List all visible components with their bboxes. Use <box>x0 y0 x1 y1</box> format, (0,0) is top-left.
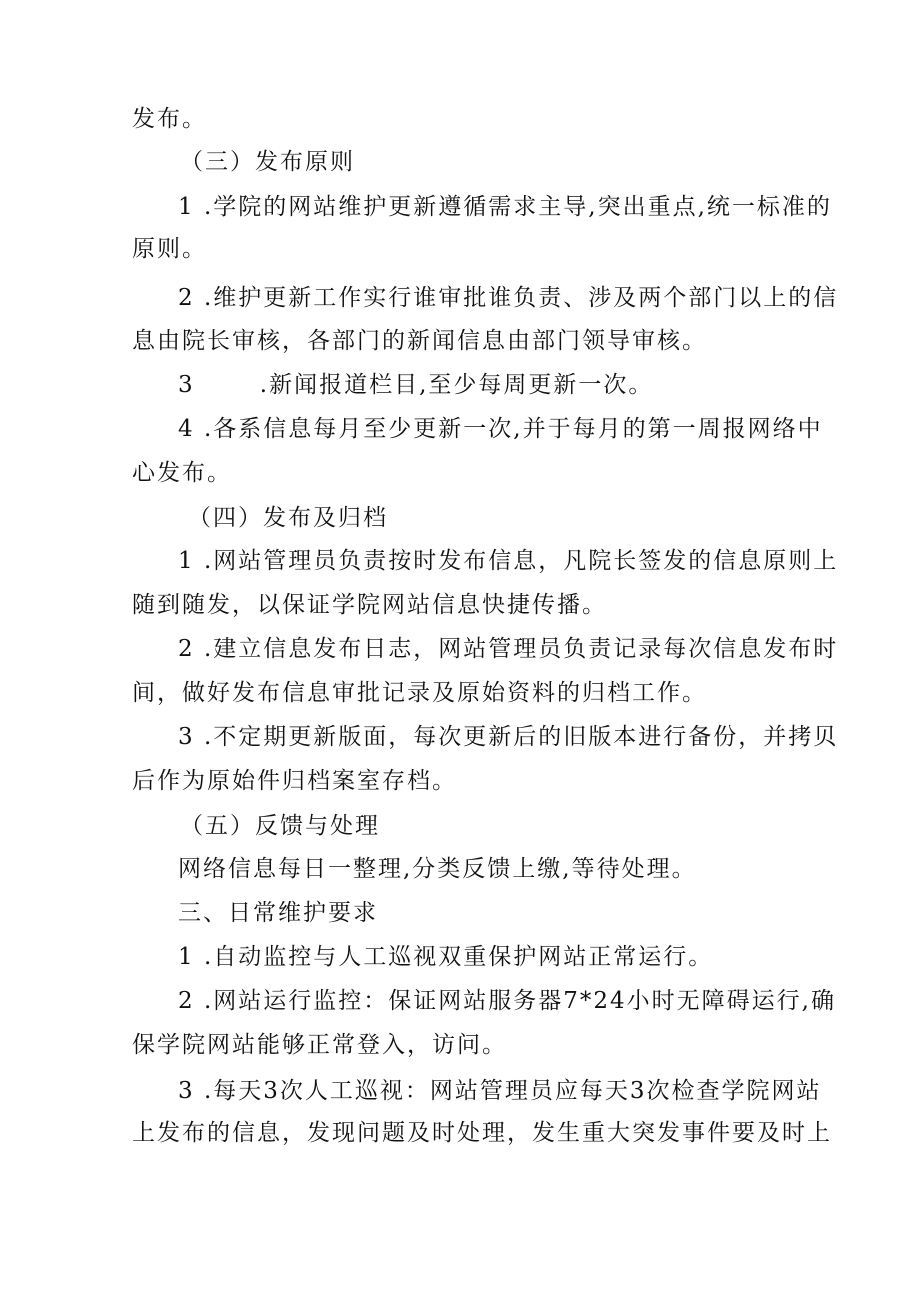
text-line: 随到随发，以保证学院网站信息快捷传播。 <box>132 592 607 618</box>
section-heading-daily-maintenance: 三、日常维护要求 <box>178 900 378 926</box>
text-line: 心发布。 <box>132 460 232 486</box>
text-line: 发布。 <box>132 106 207 132</box>
text-line: 后作为原始件归档案室存档。 <box>132 768 457 794</box>
text-line: 3 .每天3次人工巡视：网站管理员应每天3次检查学院网站 <box>178 1078 822 1104</box>
text-line: 原则。 <box>132 236 207 262</box>
text-line: 间，做好发布信息审批记录及原始资料的归档工作。 <box>132 680 707 706</box>
text-line: 息由院长审核，各部门的新闻信息由部门领导审核。 <box>132 328 707 354</box>
text-line: 3 .不定期更新版面，每次更新后的旧版本进行备份，并拷贝 <box>178 724 839 750</box>
text-line: 上发布的信息，发现问题及时处理，发生重大突发事件要及时上 <box>132 1120 832 1146</box>
text-line: 2 .建立信息发布日志，网站管理员负责记录每次信息发布时 <box>178 636 839 662</box>
section-heading-4: （四）发布及归档 <box>188 505 388 531</box>
text-line: 1 .自动监控与人工巡视双重保护网站正常运行。 <box>178 944 714 970</box>
text-line: 3 .新闻报道栏目,至少每周更新一次。 <box>178 372 654 398</box>
text-line: 1 .网站管理员负责按时发布信息，凡院长签发的信息原则上 <box>178 548 839 574</box>
text-line: 2 .网站运行监控：保证网站服务器7*24小时无障碍运行,确 <box>178 988 836 1014</box>
text-line: 保学院网站能够正常登入，访问。 <box>132 1032 507 1058</box>
text-line: 网络信息每日一整理,分类反馈上缴,等待处理。 <box>178 856 697 882</box>
section-heading-3: （三）发布原则 <box>180 149 355 175</box>
section-heading-5: （五）反馈与处理 <box>180 813 380 839</box>
text-line: 1 .学院的网站维护更新遵循需求主导,突出重点,统一标准的 <box>178 194 832 220</box>
text-line: 4 .各系信息每月至少更新一次,并于每月的第一周报网络中 <box>178 416 823 442</box>
text-line: 2 .维护更新工作实行谁审批谁负责、涉及两个部门以上的信 <box>178 285 839 311</box>
